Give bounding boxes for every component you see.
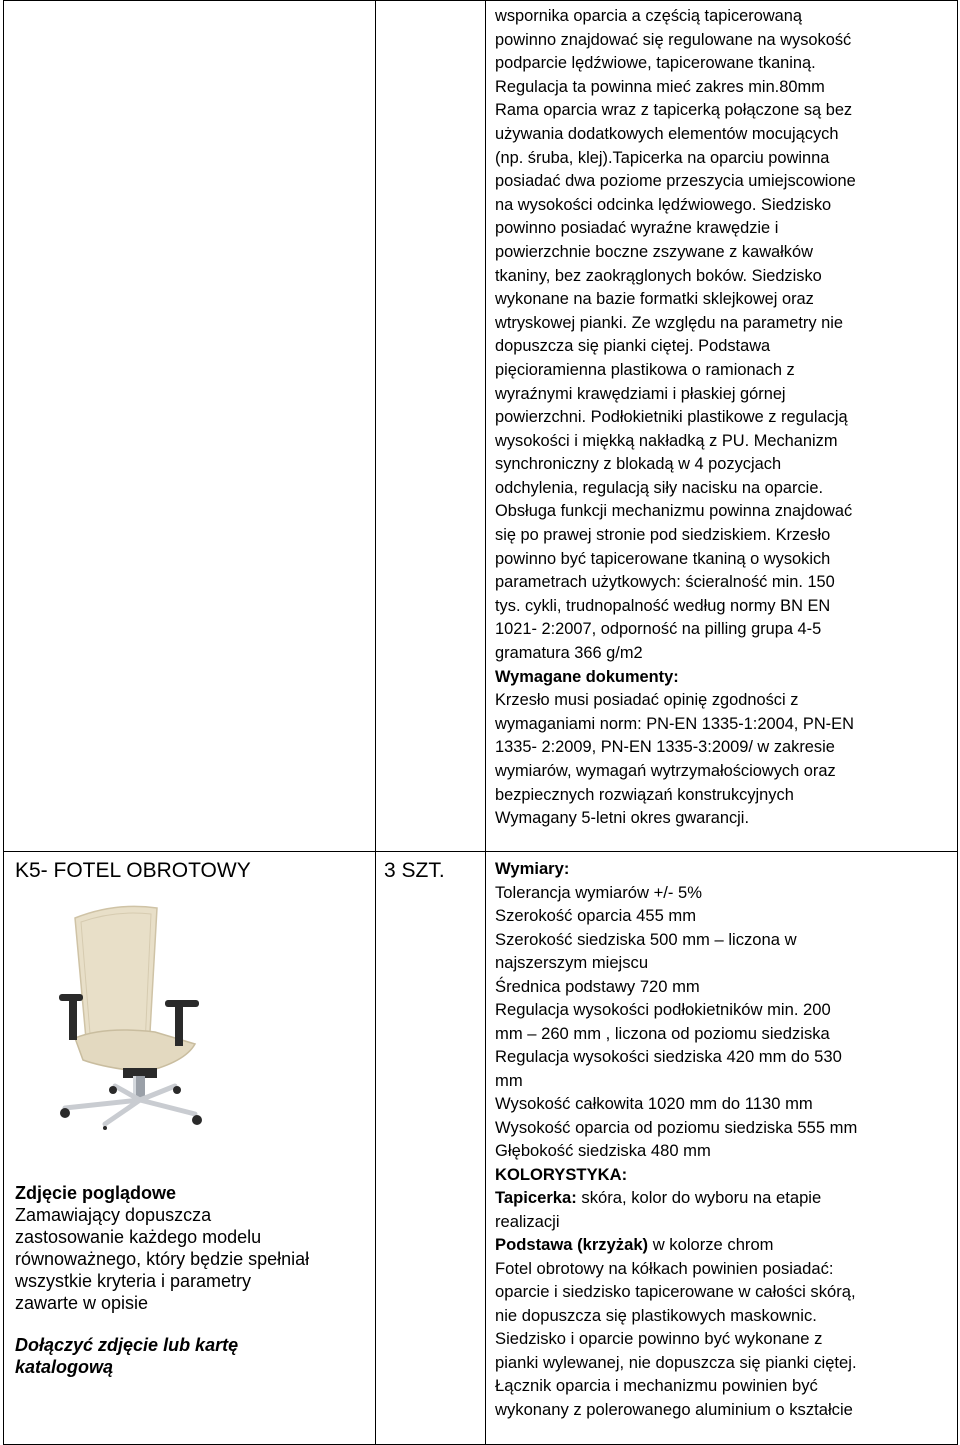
upholstery-line	[495, 1186, 949, 1233]
specification-table	[3, 0, 958, 1445]
product-cell	[4, 852, 376, 1445]
final-text: Fotel obrotowy na kółkach powinien posiadać: oparcie i siedzisko tapicerowane w całości skórą, nie dopuszcza się plastikowych maskownic. Siedzisko i oparcie powinno być wykonane z pianki wylewanej, nie dopuszcza się pianki ciętej. Łącznik oparcia i mechanizmu powinien być wykonany z polerowanego aluminium o kształcie	[495, 1258, 857, 1419]
dimensions-cell	[486, 852, 958, 1445]
photo-note: Zamawiający dopuszcza zastosowanie każdego modelu równoważnego, który będzie spełniał wszystkie kryteria i parametry zawarte w opisie	[15, 1205, 310, 1313]
documents-heading: Wymagane dokumenty:	[495, 667, 679, 686]
description-text: wspornika oparcia a częścią tapicerowaną powinno znajdować się regulowane na wysokość podparcie lędźwiowe, tapicerowane tkaniną. Regulacja ta powinna mieć zakres min.80mm Rama oparcia wraz z tapicerką połączone są bez używania dodatkowych elementów mocujących (np. śruba, klej).Tapicerka na oparciu powinna posiadać dwa poziome przeszycia umiejscowione na wysokości odcinka lędźwiowego. Siedzisko powinno posiadać wyraźne krawędzie i powierzchnie boczne zszywane z kawałków tkaniny, bez zaokrąglonych boków. Siedzisko wykonane na bazie formatki sklejkowej oraz wtryskowej pianki. Ze względu na parametry nie dopuszcza się pianki ciętej. Podstawa pięcioramienna plastikowa o ramionach z wyraźnymi krawędziami i płaskiej górnej powierzchni. Podłokietniki plastikowe z regulacją wysokości i miękką nakładką z PU. Mechanizm synchroniczny z blokadą w 4 pozycjach odchylenia, regulacją siły nacisku na oparcie. Obsługa funkcji mechanizmu powinna znajdować się po prawej stronie pod siedziskiem. Krzesło powinno być tapicerowane tkaniną o wysokich parametrach użytkowych: ścieralność min. 150 tys. cykli, trudnopalność według normy BN EN 1021- 2:2007, odporność na pilling grupa 4-5 gramatura 366 g/m2	[495, 7, 856, 663]
quantity-cell	[376, 852, 486, 1445]
color-heading: KOLORYSTYKA:	[495, 1164, 628, 1184]
office-chair-image	[45, 900, 245, 1130]
photo-label: Zdjęcie poglądowe	[15, 1183, 177, 1203]
table-row	[4, 852, 958, 1445]
photo-note-block	[15, 1182, 365, 1378]
upholstery-text: skóra, kolor do wyboru na etapie realizacji	[495, 1188, 822, 1231]
base-label: Podstawa (krzyżak)	[495, 1235, 649, 1254]
description-cell	[486, 1, 958, 852]
product-title: K5- FOTEL OBROTOWY	[15, 859, 251, 882]
chair-photo	[45, 900, 245, 1130]
base-line	[495, 1233, 949, 1257]
table-row	[4, 1, 958, 852]
base-text: w kolorze chrom	[648, 1235, 774, 1254]
attach-note: Dołączyć zdjęcie lub kartę katalogową	[15, 1335, 239, 1377]
empty-cell	[4, 1, 376, 852]
quantity-value: 3 SZT.	[384, 859, 445, 882]
empty-cell	[376, 1, 486, 852]
dimensions-text: Tolerancja wymiarów +/- 5% Szerokość oparcia 455 mm Szerokość siedziska 500 mm – liczona w najszerszym miejscu Średnica podstawy 720 mm Regulacja wysokości podłokietników min. 200 mm – 260 mm , liczona od poziomu siedziska Regulacja wysokości siedziska 420 mm do 530 mm Wysokość całkowita 1020 mm do 1130 mm Wysokość oparcia od poziomu siedziska 555 mm Głębokość siedziska 480 mm	[495, 882, 858, 1160]
dimensions-heading: Wymiary:	[495, 859, 570, 878]
documents-text: Krzesło musi posiadać opinię zgodności z wymaganiami norm: PN-EN 1335-1:2004, PN-EN 1335- 2:2009, PN-EN 1335-3:2009/ w zakresie wymiarów, wymagań wytrzymałościowych oraz bezpiecznych rozwiązań konstrukcyjnych Wymagany 5-letni okres gwarancji.	[495, 691, 854, 828]
upholstery-label: Tapicerka:	[495, 1188, 577, 1207]
